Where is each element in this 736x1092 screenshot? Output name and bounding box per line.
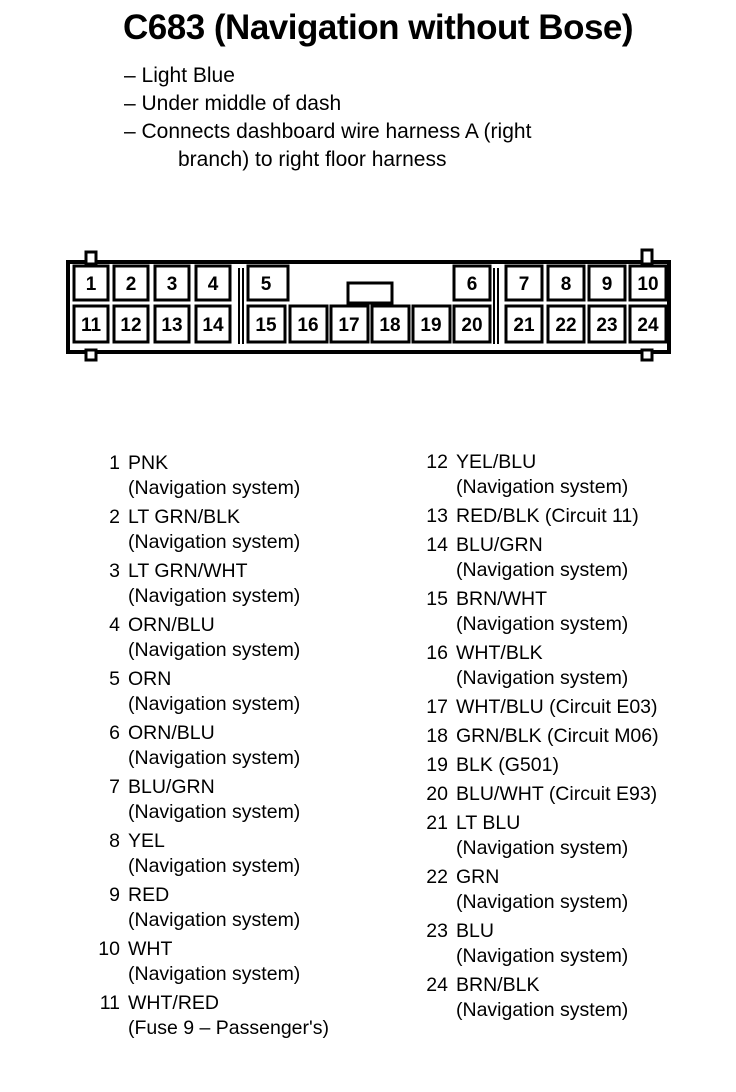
pin-entry-number: 14 [426, 534, 448, 556]
pin-number: 5 [260, 274, 272, 295]
wire-color: BRN/WHT [456, 588, 547, 610]
wire-color: LT BLU [456, 812, 521, 834]
wire-color: RED [128, 884, 170, 906]
pin-entry [418, 782, 659, 807]
wire-color: GRN [456, 866, 500, 888]
pin-entry-number: 6 [109, 722, 120, 744]
note-connects-continued: branch) to right floor harness [178, 148, 447, 171]
wire-color: ORN/BLU [128, 614, 215, 636]
wire-description: (Navigation system) [128, 963, 301, 985]
pin-entry-number: 16 [426, 642, 448, 664]
pin-number: 3 [166, 274, 178, 295]
pin-entry [418, 587, 659, 637]
pin-number: 8 [560, 274, 572, 295]
note-connects: – Connects dashboard wire harness A (right [124, 120, 532, 143]
wire-description: (Navigation system) [456, 837, 629, 859]
pin-entry [418, 919, 659, 969]
wire-color: WHT [128, 938, 173, 960]
wire-color: WHT/BLK [456, 642, 543, 664]
pin-entry-number: 2 [109, 506, 120, 528]
pin-entry-number: 11 [99, 992, 120, 1014]
pin-number: 21 [513, 315, 535, 336]
pin-number: 22 [555, 315, 577, 336]
wire-color: BLU/GRN [456, 534, 543, 556]
pin-list-left [90, 451, 329, 1045]
wire-description: (Navigation system) [456, 945, 629, 967]
pin-number: 9 [601, 274, 613, 295]
pin-entry [418, 450, 659, 500]
pin-number: 20 [461, 315, 483, 336]
pin-entry-number: 5 [109, 668, 120, 690]
pin-entry [90, 721, 329, 771]
wire-description: (Navigation system) [128, 909, 301, 931]
pin-number: 4 [207, 274, 219, 295]
wire-description: (Navigation system) [128, 747, 301, 769]
pin-entry [90, 991, 329, 1041]
pin-number: 15 [255, 315, 277, 336]
pin-entry-number: 3 [109, 560, 120, 582]
pin-number: 17 [338, 315, 360, 336]
pin-entry-number: 4 [109, 614, 120, 636]
pin-entry-number: 24 [426, 974, 448, 996]
pin-entry-number: 15 [426, 588, 448, 610]
housing-tab-bottom-right [642, 350, 652, 360]
pin-entry [90, 775, 329, 825]
pin-entry [418, 811, 659, 861]
pin-entry [418, 865, 659, 915]
wire-description: (Navigation system) [456, 667, 629, 689]
pin-entry-number: 17 [426, 696, 448, 718]
wire-color: BLU/GRN [128, 776, 215, 798]
wire-color: GRN/BLK (Circuit M06) [456, 725, 659, 747]
pin-entry [90, 829, 329, 879]
housing-tab-top-left [86, 252, 96, 264]
wire-color: BRN/BLK [456, 974, 540, 996]
pin-entry [418, 973, 659, 1023]
wire-description: (Navigation system) [128, 531, 301, 553]
wire-color: LT GRN/BLK [128, 506, 240, 528]
wire-color: BLU [456, 920, 494, 942]
pin-entry-number: 10 [98, 938, 120, 960]
pin-entry-number: 23 [426, 920, 448, 942]
pin-entry [418, 753, 659, 778]
pin-entry-number: 20 [426, 783, 448, 805]
pin-entry [90, 613, 329, 663]
wire-color: ORN [128, 668, 172, 690]
pin-entry-number: 21 [426, 812, 448, 834]
wire-color: YEL [128, 830, 165, 852]
pin-number: 2 [125, 274, 137, 295]
pin-list-right [418, 450, 659, 1027]
connector-title: C683 (Navigation without Bose) [123, 8, 634, 47]
pin-entry [418, 504, 659, 529]
pin-entry-number: 9 [109, 884, 120, 906]
pin-entry [418, 724, 659, 749]
pin-entry [90, 505, 329, 555]
pin-entry-number: 13 [426, 505, 448, 527]
wire-description: (Fuse 9 – Passenger's) [128, 1017, 329, 1039]
wire-color: LT GRN/WHT [128, 560, 248, 582]
wire-color: ORN/BLU [128, 722, 215, 744]
wire-description: (Navigation system) [456, 559, 629, 581]
pin-number: 6 [466, 274, 478, 295]
wire-description: (Navigation system) [128, 855, 301, 877]
wire-description: (Navigation system) [128, 801, 301, 823]
pin-entry [90, 937, 329, 987]
wire-color: WHT/BLU (Circuit E03) [456, 696, 658, 718]
pin-number: 18 [379, 315, 401, 336]
note-location: – Under middle of dash [124, 92, 342, 115]
pin-number: 11 [80, 315, 102, 336]
wire-description: (Navigation system) [456, 891, 629, 913]
connector-face-diagram [0, 0, 736, 400]
pin-number: 19 [420, 315, 442, 336]
pin-entry [90, 883, 329, 933]
wire-color: RED/BLK (Circuit 11) [456, 505, 639, 527]
pin-entry [418, 641, 659, 691]
pin-entry [418, 695, 659, 720]
pin-entry-number: 12 [426, 451, 448, 473]
pin-number: 12 [120, 315, 142, 336]
pin-number: 14 [202, 315, 224, 336]
note-color: – Light Blue [124, 64, 235, 87]
pin-entry [90, 667, 329, 717]
pin-entry [418, 533, 659, 583]
wire-color: BLK (G501) [456, 754, 559, 776]
pin-entry-number: 8 [109, 830, 120, 852]
wire-color: PNK [128, 452, 169, 474]
pin-entry-number: 7 [109, 776, 120, 798]
pin-number: 10 [637, 274, 659, 295]
wire-description: (Navigation system) [456, 999, 629, 1021]
housing-tab-bottom-left [86, 350, 96, 360]
connector-key-notch [348, 283, 392, 303]
wire-description: (Navigation system) [128, 693, 301, 715]
wire-color: BLU/WHT (Circuit E93) [456, 783, 658, 805]
pin-entry [90, 451, 329, 501]
pin-entry [90, 559, 329, 609]
wire-color: YEL/BLU [456, 451, 537, 473]
wire-color: WHT/RED [128, 992, 219, 1014]
housing-tab-top-right [642, 250, 652, 264]
pin-number: 1 [85, 274, 97, 295]
pin-number: 13 [161, 315, 183, 336]
wire-description: (Navigation system) [456, 476, 629, 498]
pin-entry-number: 18 [426, 725, 448, 747]
wire-description: (Navigation system) [456, 613, 629, 635]
pin-number: 23 [596, 315, 618, 336]
wire-description: (Navigation system) [128, 477, 301, 499]
wire-description: (Navigation system) [128, 639, 301, 661]
pin-entry-number: 19 [426, 754, 448, 776]
pin-entry-number: 1 [109, 452, 120, 474]
wire-description: (Navigation system) [128, 585, 301, 607]
pin-entry-number: 22 [426, 866, 448, 888]
pin-number: 7 [518, 274, 530, 295]
pin-number: 24 [637, 315, 659, 336]
pin-number: 16 [297, 315, 319, 336]
